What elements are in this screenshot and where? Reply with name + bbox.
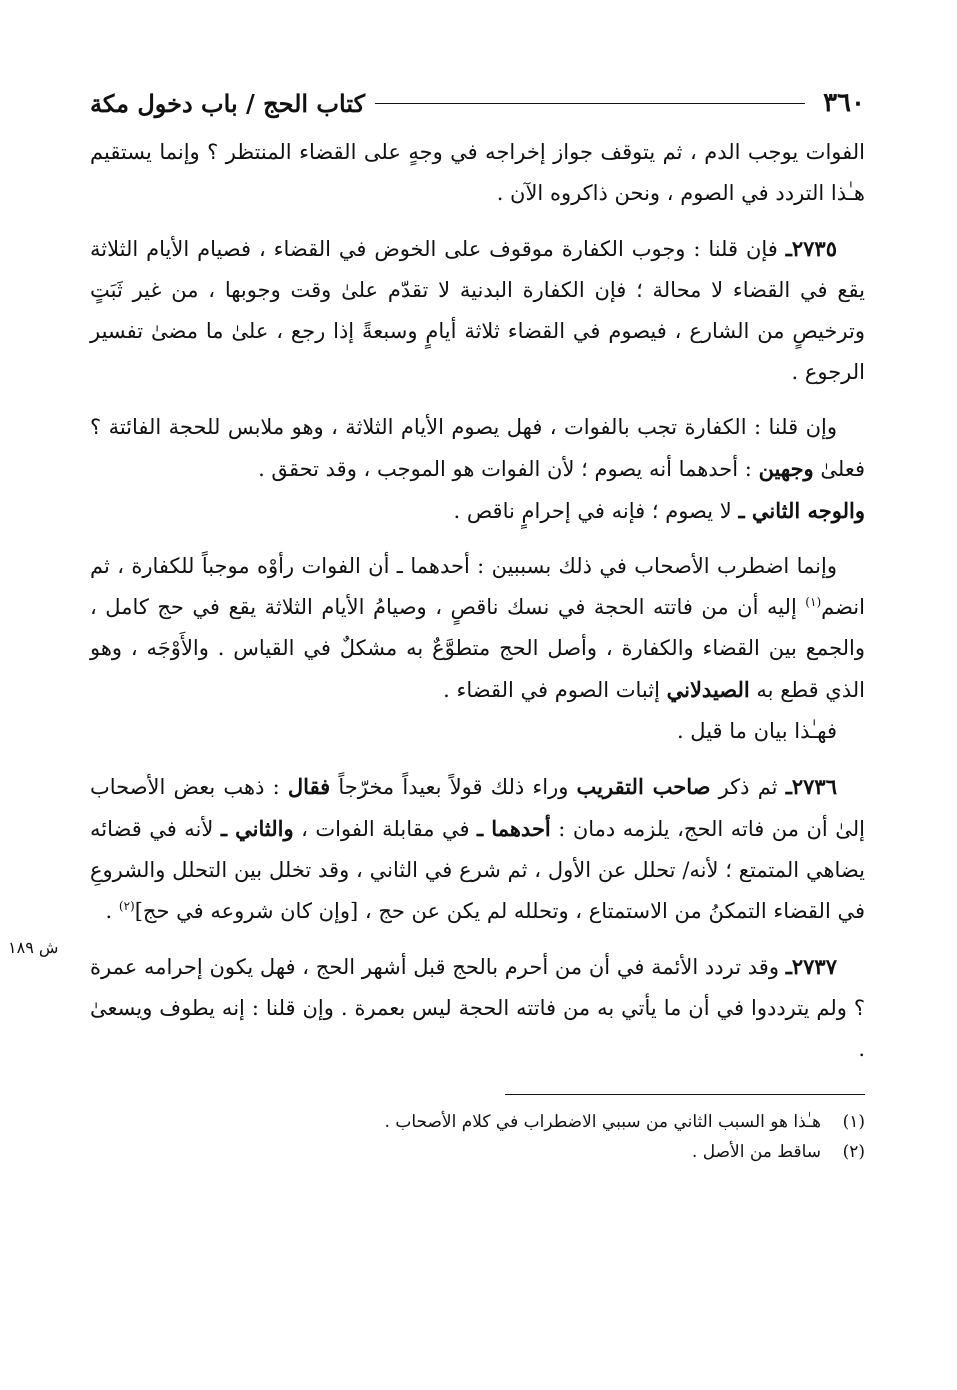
- paragraph-text: ثم ذكر: [710, 775, 786, 799]
- margin-folio-note: ش ١٨٩: [8, 938, 59, 957]
- header-rule: [375, 103, 805, 104]
- paragraph-text: لا يصوم ؛ فإنه في إحرامٍ ناقص .: [453, 499, 739, 523]
- paragraph-text: وإن قلنا : الكفارة تجب بالفوات ، فهل يصوم الأيام الثلاثة ، وهو ملابس للحجة الفائتة ؟ فعلىٰ: [90, 415, 865, 481]
- bold-term: وجهين: [758, 456, 814, 481]
- paragraph-number: ٢٧٣٦ـ: [785, 774, 837, 799]
- footnote-ref[interactable]: (٢): [118, 899, 135, 913]
- bold-term: الصيدلاني: [666, 677, 750, 702]
- page-title: كتاب الحج / باب دخول مكة: [90, 88, 366, 118]
- bold-term: أحدهما ـ: [477, 816, 551, 841]
- paragraph-text: وإنما اضطرب الأصحاب في ذلك بسببين : أحدهما ـ أن الفوات رأوْه موجباً للكفارة ، ثم انضم: [90, 554, 865, 619]
- paragraph: [90, 711, 865, 752]
- footnote-rule: [505, 1094, 865, 1095]
- paragraph-text: .: [105, 899, 119, 923]
- paragraph-text: : ذهب بعض الأصحاب إلىٰ أن من فاته الحج، يلزمه دمان :: [90, 775, 865, 841]
- paragraph: [90, 132, 865, 214]
- footnote-text: هـٰذا هو السبب الثاني من سببي الاضطراب في كلام الأصحاب .: [384, 1112, 821, 1132]
- paragraph-number: ٢٧٣٧ـ: [785, 954, 837, 979]
- paragraph-text: في مقابلة الفوات ،: [293, 817, 478, 841]
- paragraph: [90, 490, 865, 532]
- paragraph-text: إليه أن من فاتته الحجة في نسك ناقصٍ ، وصيامُ الأيام الثلاثة يقع في حج كامل ، والجمع بين القضاء والكفارة ، وأصل الحج متطوَّعٌ به مشكلٌ في القياس . والأَوْجَه ، وهو الذي قطع به: [90, 595, 865, 702]
- bold-term: والثاني ـ: [220, 816, 294, 841]
- paragraph: [90, 228, 865, 393]
- paragraph-text: وقد تردد الأئمة في أن من أحرم بالحج قبل أشهر الحج ، فهل يكون إحرامه عمرة ؟ ولم يترددوا في أن ما يأتي به من فاتته الحجة ليس بعمرة . وإن قلنا : إنه يطوف ويسعىٰ .: [90, 955, 865, 1061]
- paragraph-text: : أحدهما أنه يصوم ؛ لأن الفوات هو الموجب ، وقد تحقق .: [258, 457, 759, 481]
- footnote-number: (١): [842, 1112, 865, 1132]
- paragraph: [90, 407, 865, 490]
- running-header: [90, 78, 865, 128]
- paragraph-number: ٢٧٣٥ـ: [785, 236, 837, 261]
- footnote-number: (٢): [842, 1142, 865, 1162]
- paragraph: [90, 546, 865, 711]
- bold-term: صاحب التقريب: [576, 774, 711, 799]
- paragraph-text: وراء ذلك قولاً بعيداً مخرّجاً: [330, 775, 577, 799]
- footnote: [90, 1107, 865, 1137]
- bold-term: والوجه الثاني ـ: [738, 498, 865, 523]
- paragraph-text: فإن قلنا : وجوب الكفارة موقوف على الخوض في القضاء ، فصيام الأيام الثلاثة يقع في القضاء لا محالة ؛ فإن الكفارة البدنية لا تقدّم علىٰ وقت وجوبها ، من غير ثَبَتٍ وترخيصٍ من الشارع ، فيصوم في القضاء ثلاثة أيامٍ وسبعةً إذا رجع ، علىٰ ما مضىٰ تفسير الرجوع .: [90, 237, 865, 384]
- paragraph-text: إثبات الصوم في القضاء .: [443, 678, 667, 702]
- book-page: [90, 78, 865, 1167]
- paragraph: [90, 766, 865, 932]
- paragraph: [90, 946, 865, 1070]
- footnote: [90, 1137, 865, 1167]
- bold-term: فقال: [287, 774, 331, 799]
- paragraph-text: لأنه في قضائه يضاهي المتمتع ؛ لأنه/ تحلل عن الأول ، ثم شرع في الثاني ، وقد تخلل بين التحلل والشروعِ في القضاء التمكنُ من الاستمتاع ، وتحلله لم يكن عن حج ، [وإن كان شروعه في حج]: [90, 817, 865, 923]
- paragraph-text: الفوات يوجب الدم ، ثم يتوقف جواز إخراجه في وجهٍ على القضاء المنتظر ؟ وإنما يستقيم هـٰذا التردد في الصوم ، ونحن ذاكروه الآن .: [90, 140, 865, 205]
- footnote-ref[interactable]: (١): [805, 595, 822, 609]
- footnote-text: ساقط من الأصل .: [691, 1142, 821, 1162]
- page-number: ٣٦٠: [823, 88, 865, 118]
- paragraph-text: فهـٰذا بيان ما قيل .: [676, 719, 837, 743]
